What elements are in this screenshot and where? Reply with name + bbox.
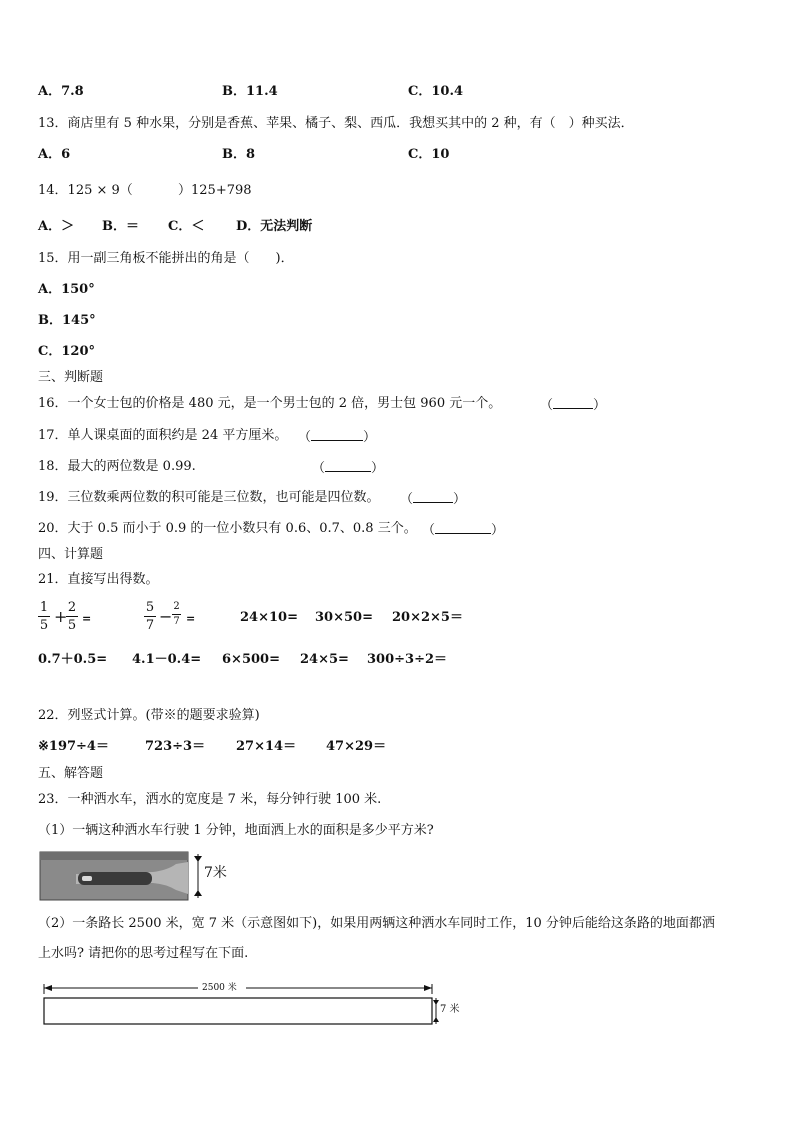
plus-sign: + <box>54 607 68 626</box>
numerator: 1 <box>39 600 49 615</box>
q21-item-2: 30×50= <box>315 610 373 625</box>
q21-item-7: 24×5= <box>300 652 349 667</box>
q22-item-4: 47×29＝ <box>326 739 387 754</box>
q15-stem: 15．用一副三角板不能拼出的角是（ )． <box>38 251 294 266</box>
q21-item-1: 24×10= <box>240 610 298 625</box>
q15-option-b: B．145° <box>38 313 96 328</box>
q21-fraction-1b <box>66 600 78 633</box>
q18-stem: 18．最大的两位数是 0.99. <box>38 459 196 474</box>
q14-option-b: B．＝ <box>102 219 139 234</box>
road-diagram <box>40 982 440 1028</box>
q14-option-d: D．无法判断 <box>236 219 313 234</box>
q14-option-c: C．＜ <box>168 219 205 234</box>
figure1-width-label: 7米 <box>204 865 227 881</box>
section-heading-judgement: 三、判断题 <box>38 370 104 385</box>
q13-option-c: C．10 <box>408 147 450 162</box>
q22-stem: 22．列竖式计算。(带※的题要求验算) <box>38 708 260 723</box>
road-length-label: 2500 米 <box>202 983 237 993</box>
equals-sign: = <box>186 612 196 625</box>
q21-item-6: 6×500= <box>222 652 280 667</box>
q12-option-b: B．11.4 <box>222 84 278 99</box>
road-width-label: 7 米 <box>440 1004 460 1015</box>
denominator: 7 <box>145 618 155 633</box>
denominator: 7 <box>173 616 180 627</box>
q23-stem: 23．一种洒水车，洒水的宽度是 7 米，每分钟行驶 100 米. <box>38 792 382 807</box>
q14-stem-right: ）125+798 <box>178 183 252 198</box>
numerator: 2 <box>67 600 77 615</box>
q13-option-a: A．6 <box>38 147 71 162</box>
q20-answer-blank: （ ） <box>422 523 505 538</box>
minus-sign: − <box>159 607 173 626</box>
q22-item-1: ※197÷4＝ <box>38 739 109 754</box>
q12-option-a: A．7.8 <box>38 84 84 99</box>
q15-option-a: A．150° <box>38 282 95 297</box>
q16-answer-blank: （ ） <box>540 398 607 413</box>
q14-stem-left: 14．125 × 9（ <box>38 183 133 198</box>
q22-item-2: 723÷3＝ <box>145 739 206 754</box>
numerator: 2 <box>173 601 180 612</box>
q23-part-2-line1: （2）一条路长 2500 米，宽 7 米（示意图如下)，如果用两辆这种洒水车同时工作，10 分钟后能给这条路的地面都洒 <box>38 916 715 931</box>
q21-item-3: 20×2×5＝ <box>392 610 463 625</box>
q17-stem: 17．单人课桌面的面积约是 24 平方厘米。 <box>38 428 288 443</box>
q21-fraction-2b <box>172 601 181 628</box>
equals-sign: = <box>82 612 92 625</box>
q13-option-b: B．8 <box>222 147 256 162</box>
q15-option-c: C．120° <box>38 344 95 359</box>
q16-stem: 16．一个女士包的价格是 480 元，是一个男士包的 2 倍，男士包 960 元一个。 <box>38 396 502 411</box>
q21-stem: 21．直接写出得数。 <box>38 572 159 587</box>
q13-stem: 13．商店里有 5 种水果，分别是香蕉、苹果、橘子、梨、西瓜．我想买其中的 2 种，有（ ）种买法． <box>38 116 634 131</box>
section-heading-word-problems: 五、解答题 <box>38 766 104 781</box>
q22-item-3: 27×14＝ <box>236 739 297 754</box>
q20-stem: 20．大于 0.5 而小于 0.9 的一位小数只有 0.6、0.7、0.8 三个。 <box>38 521 417 536</box>
q21-fraction-2a <box>144 600 156 633</box>
q12-option-c: C．10.4 <box>408 84 464 99</box>
q23-part-1: （1）一辆这种洒水车行驶 1 分钟，地面洒上水的面积是多少平方米? <box>38 823 434 838</box>
section-heading-calculation: 四、计算题 <box>38 547 104 562</box>
q21-item-4: 0.7＋0.5= <box>38 652 108 667</box>
q21-fraction-1a <box>38 600 50 633</box>
denominator: 5 <box>67 618 77 633</box>
q19-stem: 19．三位数乘两位数的积可能是三位数，也可能是四位数。 <box>38 490 380 505</box>
q23-part-2-line2: 上水吗? 请把你的思考过程写在下面. <box>38 946 249 961</box>
q14-option-a: A．＞ <box>38 219 75 234</box>
denominator: 5 <box>39 618 49 633</box>
q17-answer-blank: （ ） <box>298 430 377 445</box>
q21-item-8: 300÷3÷2＝ <box>367 652 448 667</box>
q19-answer-blank: （ ） <box>400 492 467 507</box>
q21-item-5: 4.1－0.4= <box>132 652 202 667</box>
q18-answer-blank: （ ） <box>312 461 385 476</box>
numerator: 5 <box>145 600 155 615</box>
